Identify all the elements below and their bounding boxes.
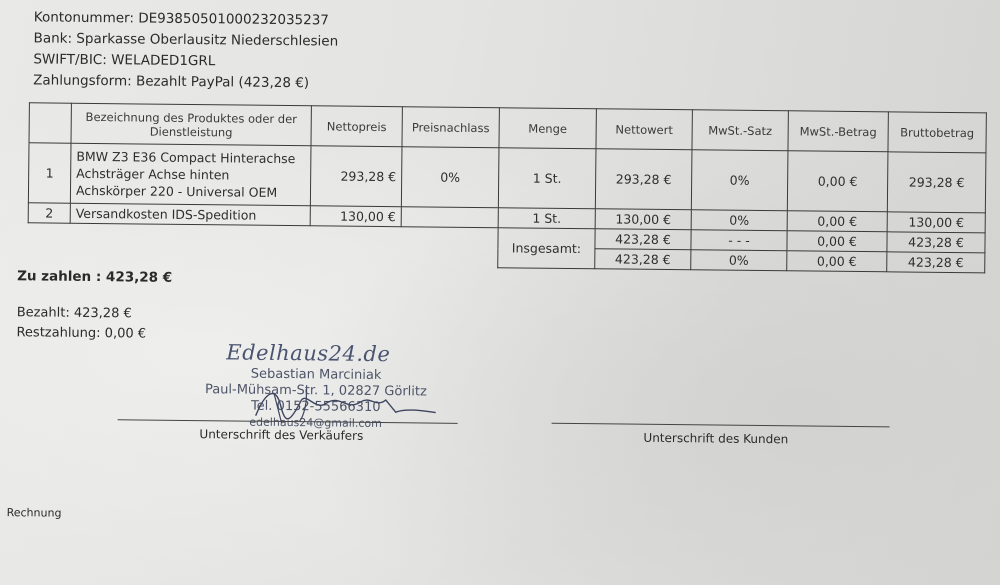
- col-header-quantity: Menge: [499, 108, 596, 149]
- row-vat-rate: 0%: [691, 150, 788, 211]
- stamp-name: Sebastian Marciniak: [250, 366, 382, 384]
- row-net-value: 293,28 €: [595, 149, 692, 210]
- col-header-description: Bezeichnung des Produktes oder der Dienstleistung: [71, 103, 311, 146]
- row-gross: 130,00 €: [887, 212, 985, 233]
- col-header-net-price: Nettopreis: [311, 106, 402, 147]
- row-vat-rate: 0%: [691, 210, 787, 231]
- total-gross: 423,28 €: [887, 232, 985, 253]
- col-header-number: [29, 103, 71, 143]
- breakdown-gross: 423,28 €: [887, 252, 985, 273]
- description-line: Achskörper 220 - Universal OEM: [75, 182, 278, 200]
- row-number: 2: [28, 203, 70, 223]
- row-net-price: 130,00 €: [310, 206, 401, 227]
- row-quantity: 1 St.: [498, 208, 595, 229]
- row-gross: 293,28 €: [887, 152, 986, 213]
- row-vat-amount: 0,00 €: [787, 151, 888, 212]
- seller-signature-label: Unterschrift des Verkäufers: [199, 427, 364, 443]
- row-number: 1: [28, 143, 71, 203]
- breakdown-vat-rate: 0%: [691, 250, 787, 271]
- col-header-discount: Preisnachlass: [402, 107, 499, 148]
- remaining-amount: Restzahlung: 0,00 €: [16, 325, 147, 342]
- account-number: Kontonummer: DE93850501000232035237: [33, 9, 330, 29]
- bank-name: Bank: Sparkasse Oberlausitz Niederschlesien: [33, 30, 339, 50]
- row-description: Versandkosten IDS-Spedition: [70, 203, 310, 226]
- col-header-gross: Bruttobetrag: [888, 112, 986, 153]
- row-vat-amount: 0,00 €: [787, 211, 887, 232]
- payment-method: Zahlungsform: Bezahlt PayPal (423,28 €): [33, 72, 310, 92]
- row-net-price: 293,28 €: [310, 146, 402, 207]
- table-row: [28, 143, 986, 213]
- total-label: Insgesamt:: [498, 228, 595, 269]
- row-discount: 0%: [401, 147, 499, 208]
- swift-bic: SWIFT/BIC: WELADED1GRL: [33, 51, 216, 70]
- stamp-brand: Edelhaus24.de: [226, 340, 391, 367]
- row-discount: [401, 207, 498, 228]
- breakdown-vat: 0,00 €: [787, 251, 887, 272]
- customer-signature-line: [552, 423, 890, 428]
- stamp-address: Paul-Mühsam-Str. 1, 02827 Görlitz: [204, 382, 427, 400]
- handwritten-signature: [246, 381, 447, 433]
- document-type: Rechnung: [6, 506, 62, 520]
- total-vat: 0,00 €: [787, 231, 887, 252]
- amount-paid: Bezahlt: 423,28 €: [16, 305, 132, 322]
- row-net-value: 130,00 €: [595, 209, 691, 230]
- stamp-email: edelhaus24@gmail.com: [249, 415, 382, 431]
- amount-due: Zu zahlen : 423,28 €: [17, 268, 173, 286]
- total-vat-rate: - - -: [691, 230, 787, 251]
- col-header-vat-amount: MwSt.-Betrag: [788, 111, 888, 152]
- row-quantity: 1 St.: [498, 148, 596, 209]
- col-header-net-value: Nettowert: [596, 109, 692, 150]
- breakdown-net: 423,28 €: [595, 249, 691, 270]
- description-line: BMW Z3 E36 Compact Hinterachse: [76, 148, 296, 167]
- customer-signature-label: Unterschrift des Kunden: [643, 430, 789, 447]
- stamp-phone: Tel. 0152-55566310: [250, 398, 381, 416]
- col-header-vat-rate: MwSt.-Satz: [692, 110, 788, 151]
- total-net: 423,28 €: [595, 229, 691, 250]
- invoice-table: [27, 102, 987, 273]
- row-description: [70, 143, 311, 206]
- description-line: Achsträger Achse hinten: [76, 165, 230, 183]
